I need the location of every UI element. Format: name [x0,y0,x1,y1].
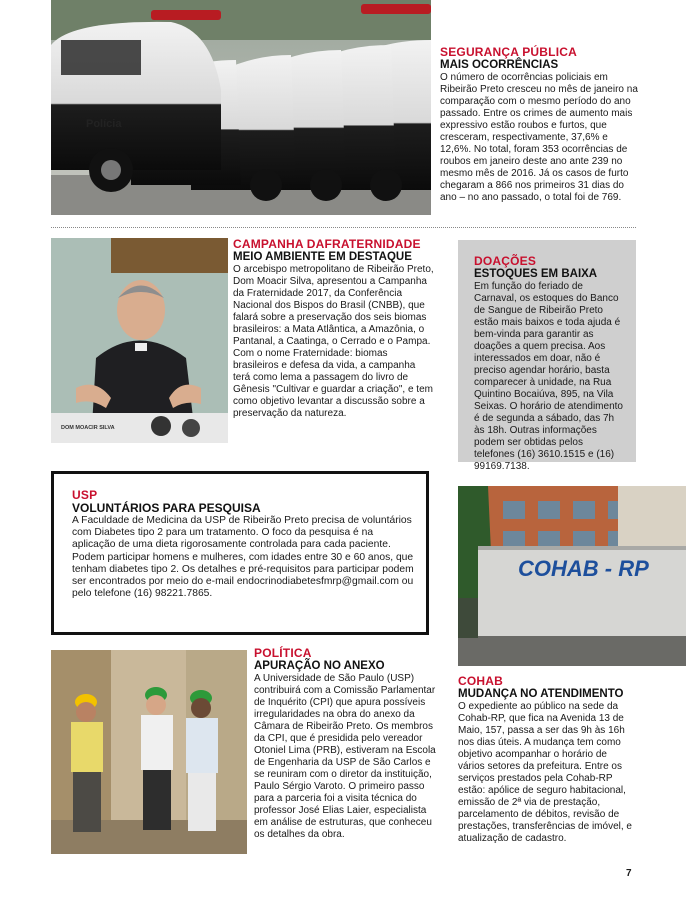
article-seguranca [440,46,640,204]
article-usp [72,489,417,600]
archbishop-photo [51,238,228,443]
headline: MAIS OCORRÊNCIAS [440,59,559,71]
article-body: Em função do feriado de Carnaval, os estoques do Banco de Sangue de Ribeirão Preto estão mais baixos e toda ajuda é bem-vinda para garantir as doações a quem precisa. Aos interessados em doar, não é preciso agendar horário, basta comparecer à unidade, na Rua Quintino Bocaiúva, 895, na Vila Seixas. O horário de atendimento é de segunda a sábado, das 7h às 18h. Outras informações podem ser obtidas pelos telefones (16) 3610.1515 e (16) 99169.7138. [474,281,623,472]
cohab-building-photo [458,486,686,666]
kicker: POLÍTICA [254,646,312,660]
headline: ESTOQUES EM BAIXA [474,268,598,280]
article-body: O arcebispo metropolitano de Ribeirão Preto, Dom Moacir Silva, apresentou a Campanha da Fraternidade 2017, da Conferência Nacional dos Bispos do Brasil (CNBB), que falará sobre a preservação dos seis biomas brasileiros: a Mata Atlântica, a Amazônia, o Pantanal, a Caatinga, o Cerrado e o Pampa. Com o nome Fraternidade: biomas brasileiros e defesa da vida, a campanha terá como lema a passagem do livro de Gênesis "Cultivar e guardar a criação", e tem como objetivo levantar a discussão sobre a preservação da natureza. [233,264,434,419]
nameplate: DOM MOACIR SILVA [61,425,115,431]
kicker: DOAÇÕES [474,254,537,268]
headline: VOLUNTÁRIOS PARA PESQUISA [72,501,261,515]
article-body: A Faculdade de Medicina da USP de Ribeirão Preto precisa de voluntários com Diabetes tipo 2 para um tratamento. O foco da pesquisa é na aplicação de uma dieta rigorosamente controlada para cada paciente. Podem participar homens e mulheres, com idades entre 30 e 60 anos, que tenham diabetes tipo 2. Os detalhes e pré-requisitos para participar podem ser encontrados por meio do e-mail endocrinodiabetesfmrp@gmail.com ou pelo telefone (16) 98221.7865. [72,515,414,600]
article-cohab [458,675,633,845]
kicker: COHAB [458,674,503,688]
police-cars-photo [51,0,431,215]
cohab-wall-sign: COHAB - RP [518,556,649,581]
article-politica [254,647,442,841]
headline: MEIO AMBIENTE EM DESTAQUE [233,251,412,263]
article-body: O expediente ao público na sede da Cohab-RP, que fica na Avenida 13 de Maio, 157, passa a ser das 9h às 16h nos dias úteis. A mudança tem como objetivo acompanhar o horário de vários setores da prefeitura. Entre os serviços prestados pela Cohab-RP estão: apólice de seguro habitacional, emissão de 2ª via de prestação, parcelamento de débitos, revisão de prestações, transferências de imóvel, e atualização de cadastro. [458,701,632,844]
kicker: SEGURANÇA PÚBLICA [440,45,577,59]
headline: MUDANÇA NO ATENDIMENTO [458,688,624,700]
article-body: A Universidade de São Paulo (USP) contribuirá com a Comissão Parlamentar de Inquérito (CPI) que apura possíveis irregularidades na obra do anexo da Câmara de Ribeirão Preto. Os membros da CPI, que é presidida pelo vereador Otoniel Lima (PRB), estiveram na Escola de Engenharia da USP de São Carlos e se reuniram com o diretor da instituição, Paulo Sérgio Varoto. O primeiro passo para a parceria foi a visita técnica do professor José Elias Laier, especialista em análise de estruturas, que conheceu os detalhes da obra. [254,673,436,840]
kicker: USP [72,488,98,502]
cpi-visit-photo [51,650,247,854]
kicker: CAMPANHA DAFRATERNIDADE [233,237,421,251]
article-campanha [233,238,435,420]
article-body: O número de ocorrências policiais em Ribeirão Preto cresceu no mês de janeiro na comparação com o mesmo período do ano passado. Entre os crimes de aumento mais expressivo estão roubos e furtos, que cresceram, respectivamente, 37,6% e 12,6%. No total, foram 353 ocorrências de roubos em janeiro deste ano ante 239 no mesmo mês de 2016. Já os casos de furto chegaram a 866 nos primeiros 31 dias do ano – no ano passado, o total foi de 769. [440,72,638,203]
page-number: 7 [626,868,632,879]
headline: APURAÇÃO NO ANEXO [254,660,385,672]
police-car-label: Polícia [86,118,122,130]
article-doacoes [474,255,624,473]
section-divider [51,227,636,228]
